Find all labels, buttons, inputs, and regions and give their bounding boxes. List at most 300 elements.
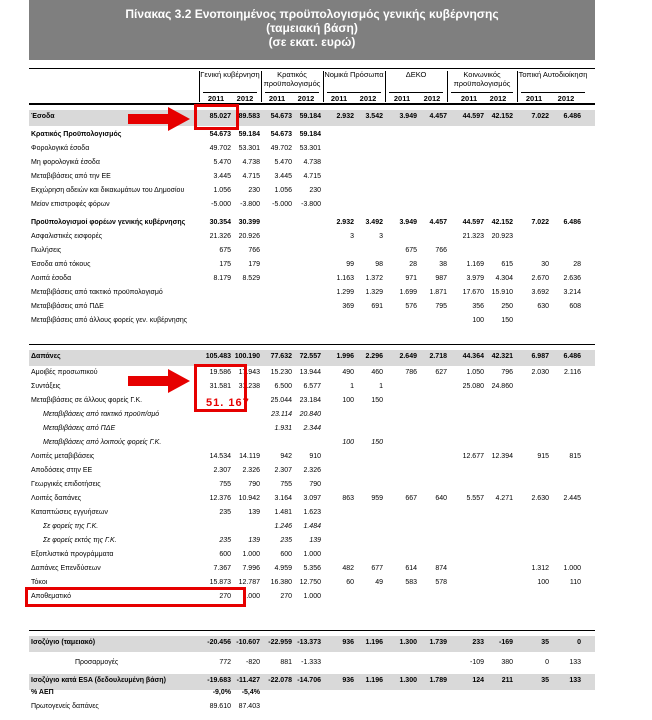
row-label: Γεωργικές επιδοτήσεις <box>31 481 101 488</box>
table-row <box>29 450 595 464</box>
table-cell: 4.715 <box>303 173 321 180</box>
table-cell: 3 <box>350 233 354 240</box>
table-cell: 7.022 <box>531 219 549 226</box>
table-cell: 627 <box>435 369 447 376</box>
row-label: Μείον επιστροφές φόρων <box>31 201 110 208</box>
table-cell: 150 <box>371 397 383 404</box>
table-cell: 30.399 <box>238 219 260 226</box>
row-label: Ασφαλιστικές εισφορές <box>31 233 103 240</box>
table-cell: 60 <box>346 579 354 586</box>
table-cell: 1.996 <box>336 353 354 360</box>
table-cell: 44.364 <box>462 353 484 360</box>
table-cell: 790 <box>248 481 260 488</box>
table-cell: 790 <box>309 481 321 488</box>
table-cell: 3.214 <box>563 289 581 296</box>
table-cell: 1.299 <box>336 289 354 296</box>
table-cell: 0 <box>577 639 581 646</box>
table-cell: 4.738 <box>242 159 260 166</box>
table-cell: 54.673 <box>270 131 292 138</box>
table-cell: 105.483 <box>205 353 231 360</box>
table-cell: 14.534 <box>209 453 231 460</box>
table-row <box>29 300 595 314</box>
table-cell: 815 <box>569 453 581 460</box>
table-cell: 175 <box>219 261 231 268</box>
table-cell: 38 <box>439 261 447 268</box>
row-label: Λοιπά έσοδα <box>31 275 72 282</box>
table-cell: 1.931 <box>274 425 292 432</box>
table-cell: 270 <box>219 593 231 600</box>
table-cell: 1.056 <box>213 187 231 194</box>
table-cell: 15.873 <box>209 579 231 586</box>
table-cell: 578 <box>435 579 447 586</box>
table-row <box>29 170 595 184</box>
row-label: Μεταβιβάσεις από ΠΔΕ <box>31 303 104 310</box>
table-cell: 3.097 <box>303 495 321 502</box>
table-cell: 1.246 <box>274 523 292 530</box>
table-cell: 460 <box>371 369 383 376</box>
section-divider <box>29 630 595 631</box>
row-label: Αμοιβές προσωπικού <box>31 369 98 376</box>
table-cell: 133 <box>569 659 581 666</box>
table-row <box>29 464 595 478</box>
table-cell: -14.706 <box>297 677 321 684</box>
table-cell: 100 <box>472 317 484 324</box>
table-cell: 124 <box>472 677 484 684</box>
table-cell: 5.557 <box>466 495 484 502</box>
table-cell: 755 <box>219 481 231 488</box>
table-cell: 4.457 <box>429 219 447 226</box>
table-cell: 2.307 <box>274 467 292 474</box>
year-header: 2011 <box>207 94 225 103</box>
table-cell: 1.000 <box>303 593 321 600</box>
table-cell: 910 <box>309 453 321 460</box>
table-cell: 211 <box>501 677 513 684</box>
table-cell: 19.586 <box>209 369 231 376</box>
table-row <box>29 244 595 258</box>
table-subtitle-basis: (ταμειακή βάση) <box>266 21 358 35</box>
column-separator <box>385 71 386 102</box>
row-label: Προϋπολογισμοί φορέων γενικής κυβέρνησης <box>31 219 186 226</box>
highlight-wages-pensions-2011 <box>194 364 247 412</box>
table-cell: 16.380 <box>270 579 292 586</box>
row-label: Σε φορείς εκτός της Γ.Κ. <box>43 537 117 544</box>
table-cell: 133 <box>569 677 581 684</box>
table-cell: 667 <box>405 495 417 502</box>
year-header: 2012 <box>423 94 441 103</box>
row-label: Τόκοι <box>31 579 48 586</box>
table-cell: 233 <box>472 639 484 646</box>
table-cell: -109 <box>469 659 484 666</box>
table-cell: 2.307 <box>213 467 231 474</box>
table-cell: 1.000 <box>242 593 260 600</box>
year-header: 2012 <box>557 94 575 103</box>
table-cell: -5.000 <box>211 201 231 208</box>
table-cell: 6.486 <box>563 353 581 360</box>
table-cell: -22.959 <box>268 639 292 646</box>
row-label: Μεταβιβάσεις από την ΕΕ <box>31 173 111 180</box>
table-cell: 100 <box>537 579 549 586</box>
table-cell: 230 <box>248 187 260 194</box>
table-cell: 12.376 <box>209 495 231 502</box>
table-row <box>29 520 595 534</box>
table-cell: 3.492 <box>365 219 383 226</box>
table-cell: 99 <box>346 261 354 268</box>
table-cell: 4.738 <box>303 159 321 166</box>
row-label: Ισοζύγιο (ταμειακό) <box>31 639 96 646</box>
table-cell: 959 <box>371 495 383 502</box>
table-cell: 25.080 <box>462 383 484 390</box>
row-label: Αποδόσεις στην ΕΕ <box>31 467 93 474</box>
table-cell: 4.304 <box>495 275 513 282</box>
table-cell: -1.333 <box>301 659 321 666</box>
table-cell: -20.456 <box>207 639 231 646</box>
table-cell: 1.196 <box>365 677 383 684</box>
table-cell: 3.542 <box>365 113 383 120</box>
handwritten-sum-annotation: 51. 167 <box>206 397 250 409</box>
table-cell: 85.027 <box>209 113 231 120</box>
year-header: 2011 <box>393 94 411 103</box>
table-cell: 0 <box>545 659 549 666</box>
table-cell: 1.056 <box>274 187 292 194</box>
table-cell: 3.445 <box>213 173 231 180</box>
table-cell: 24.860 <box>491 383 513 390</box>
column-separator <box>199 71 200 102</box>
table-cell: 2.718 <box>429 353 447 360</box>
header-underline <box>265 92 319 93</box>
table-row <box>29 534 595 548</box>
table-cell: 139 <box>248 537 260 544</box>
header-underline <box>521 92 585 93</box>
row-label: Μεταβιβάσεις από άλλους φορείς γεν. κυβέρνησης <box>31 317 188 324</box>
table-subtitle-units: (σε εκατ. ευρώ) <box>268 35 356 49</box>
table-cell: 1.312 <box>531 565 549 572</box>
table-cell: 1.000 <box>303 551 321 558</box>
table-cell: 615 <box>501 261 513 268</box>
table-cell: 2.630 <box>531 495 549 502</box>
table-row <box>29 656 595 670</box>
table-cell: 12.787 <box>238 579 260 586</box>
year-header: 2011 <box>268 94 286 103</box>
table-cell: 863 <box>342 495 354 502</box>
table-cell: 1 <box>350 383 354 390</box>
table-cell: -22.078 <box>268 677 292 684</box>
table-cell: 2.932 <box>336 219 354 226</box>
table-row <box>29 436 595 450</box>
year-header: 2012 <box>297 94 315 103</box>
table-cell: 4.959 <box>274 565 292 572</box>
table-cell: 89.583 <box>238 113 260 120</box>
column-group-header: ΔΕΚΟ <box>405 70 427 79</box>
table-cell: 1.789 <box>429 677 447 684</box>
table-cell: 766 <box>248 247 260 254</box>
table-cell: 87.403 <box>238 703 260 710</box>
table-cell: 755 <box>280 481 292 488</box>
year-header: 2012 <box>236 94 254 103</box>
table-cell: 3.692 <box>531 289 549 296</box>
table-cell: 98 <box>375 261 383 268</box>
table-cell: 23.184 <box>299 397 321 404</box>
table-cell: -169 <box>498 639 513 646</box>
table-cell: 15.910 <box>491 289 513 296</box>
table-cell: 44.597 <box>462 113 484 120</box>
highlight-interest-row <box>25 587 246 607</box>
table-row <box>29 286 595 300</box>
table-cell: 100 <box>342 397 354 404</box>
table-cell: 2.326 <box>242 467 260 474</box>
table-cell: 2.344 <box>303 425 321 432</box>
table-cell: 3.164 <box>274 495 292 502</box>
table-cell: 270 <box>280 593 292 600</box>
column-group-header: Κρατικός προϋπολογισμός <box>263 70 321 88</box>
table-cell: 7.996 <box>242 565 260 572</box>
table-cell: 230 <box>309 187 321 194</box>
table-row <box>29 422 595 436</box>
table-cell: 54.673 <box>209 131 231 138</box>
table-cell: 356 <box>472 303 484 310</box>
table-cell: 1.196 <box>365 639 383 646</box>
table-cell: 987 <box>435 275 447 282</box>
table-cell: 1.372 <box>365 275 383 282</box>
row-label: Σε φορείς της Γ.Κ. <box>43 523 99 530</box>
section-divider <box>29 104 595 105</box>
row-label: Λοιπές δαπάνες <box>31 495 82 502</box>
table-cell: 13.944 <box>299 369 321 376</box>
table-cell: 20.923 <box>491 233 513 240</box>
table-cell: 1.329 <box>365 289 383 296</box>
table-cell: 614 <box>405 565 417 572</box>
table-cell: 21.326 <box>209 233 231 240</box>
table-cell: 250 <box>501 303 513 310</box>
table-cell: 630 <box>537 303 549 310</box>
table-row <box>29 394 595 408</box>
table-cell: 6.500 <box>274 383 292 390</box>
table-cell: 30.354 <box>209 219 231 226</box>
row-label: Μεταβιβάσεις από τακτικό προϋπολογισμό <box>31 289 163 296</box>
table-cell: 20.840 <box>299 411 321 418</box>
table-cell: -3.800 <box>301 201 321 208</box>
table-cell: 640 <box>435 495 447 502</box>
table-cell: 14.119 <box>239 453 260 460</box>
table-cell: 583 <box>405 579 417 586</box>
row-label: Πωλήσεις <box>31 247 62 254</box>
table-cell: -9,0% <box>212 689 231 696</box>
section-divider <box>29 344 595 345</box>
row-label: Καταπτώσεις εγγυήσεων <box>31 509 108 516</box>
row-label: Έσοδα από τόκους <box>31 261 91 268</box>
table-cell: 5.470 <box>213 159 231 166</box>
table-cell: 1.623 <box>303 509 321 516</box>
table-cell: 786 <box>405 369 417 376</box>
row-label: Αποθεματικό <box>31 593 72 600</box>
table-cell: 54.673 <box>270 113 292 120</box>
table-cell: -820 <box>245 659 260 666</box>
column-separator <box>447 71 448 102</box>
table-cell: 59.184 <box>299 113 321 120</box>
table-row <box>29 366 595 380</box>
table-cell: 2.296 <box>365 353 383 360</box>
table-cell: 35 <box>541 639 549 646</box>
table-row <box>29 700 595 714</box>
table-cell: 600 <box>280 551 292 558</box>
table-cell: 4.457 <box>429 113 447 120</box>
table-cell: 2.326 <box>303 467 321 474</box>
table-row <box>29 314 595 328</box>
table-cell: 1.000 <box>242 551 260 558</box>
table-row <box>29 562 595 576</box>
arrow-wages-icon <box>128 369 190 393</box>
table-cell: 21.323 <box>462 233 484 240</box>
row-label: Πρωτογενείς δαπάνες <box>31 703 99 710</box>
row-label: Έσοδα <box>31 113 55 120</box>
table-cell: 1.300 <box>399 677 417 684</box>
table-cell: 915 <box>537 453 549 460</box>
table-row <box>29 128 595 142</box>
table-cell: 12.394 <box>491 453 513 460</box>
year-header: 2012 <box>359 94 377 103</box>
table-cell: 235 <box>280 537 292 544</box>
header-underline <box>327 92 381 93</box>
table-cell: 1.163 <box>336 275 354 282</box>
year-header: 2011 <box>330 94 348 103</box>
table-cell: 4.271 <box>495 495 513 502</box>
table-cell: 235 <box>219 537 231 544</box>
table-row <box>29 548 595 562</box>
table-cell: 53.301 <box>238 145 260 152</box>
table-cell: 1.699 <box>399 289 417 296</box>
table-cell: 49.702 <box>270 145 292 152</box>
table-cell: 139 <box>309 537 321 544</box>
year-header: 2012 <box>489 94 507 103</box>
row-label: Μεταβιβάσεις σε άλλους φορείς Γ.Κ. <box>31 397 143 404</box>
document-page <box>29 0 595 720</box>
row-label: % ΑΕΠ <box>31 689 54 696</box>
table-cell: 17.670 <box>462 289 484 296</box>
table-cell: 150 <box>371 439 383 446</box>
table-row <box>29 184 595 198</box>
table-cell: 881 <box>280 659 292 666</box>
table-cell: 2.932 <box>336 113 354 120</box>
table-row <box>29 380 595 394</box>
table-cell: 936 <box>342 639 354 646</box>
table-cell: 10.942 <box>238 495 260 502</box>
row-label: Εξοπλιστικά προγράμματα <box>31 551 114 558</box>
table-cell: -3.800 <box>240 201 260 208</box>
table-cell: 490 <box>342 369 354 376</box>
table-cell: 25.044 <box>270 397 292 404</box>
table-cell: 1.481 <box>274 509 292 516</box>
table-cell: 100.190 <box>234 353 260 360</box>
table-cell: 576 <box>405 303 417 310</box>
table-cell: 795 <box>435 303 447 310</box>
table-cell: 8.179 <box>213 275 231 282</box>
table-row <box>29 258 595 272</box>
table-title: Πίνακας 3.2 Ενοποιημένος προϋπολογισμός γενικής κυβέρνησης <box>125 7 499 21</box>
year-header: 2011 <box>525 94 543 103</box>
table-row <box>29 350 595 366</box>
table-cell: 772 <box>219 659 231 666</box>
table-cell: 608 <box>569 303 581 310</box>
table-cell: 1.484 <box>303 523 321 530</box>
table-cell: 2.649 <box>399 353 417 360</box>
table-row <box>29 110 595 126</box>
table-cell: 942 <box>280 453 292 460</box>
year-header: 2011 <box>460 94 478 103</box>
column-separator <box>517 71 518 102</box>
table-cell: 3.949 <box>399 219 417 226</box>
row-label: Δαπάνες <box>31 353 61 360</box>
table-cell: 8.529 <box>242 275 260 282</box>
table-cell: 675 <box>219 247 231 254</box>
table-cell: -11.427 <box>236 677 260 684</box>
table-cell: 35 <box>541 677 549 684</box>
table-cell: -5.000 <box>272 201 292 208</box>
table-cell: 2.670 <box>531 275 549 282</box>
table-cell: 1.169 <box>466 261 484 268</box>
table-cell: 1.050 <box>466 369 484 376</box>
row-label: Μεταβιβάσεις από τακτικό προϋπ/σμό <box>43 411 160 418</box>
table-cell: 6.987 <box>531 353 549 360</box>
table-cell: 3.949 <box>399 113 417 120</box>
header-underline <box>451 92 513 93</box>
table-cell: -19.683 <box>207 677 231 684</box>
table-cell: 874 <box>435 565 447 572</box>
table-row <box>29 198 595 212</box>
table-cell: 2.445 <box>563 495 581 502</box>
table-row <box>29 408 595 422</box>
row-label: Προσαρμογές <box>75 659 119 666</box>
table-cell: 150 <box>501 317 513 324</box>
column-group-header: Κοινωνικός προϋπολογισμός <box>453 70 511 88</box>
table-row <box>29 492 595 506</box>
column-group-header: Νομικά Πρόσωπα <box>324 70 384 79</box>
table-title-bar <box>29 0 595 60</box>
table-cell: 44.597 <box>462 219 484 226</box>
table-cell: 30 <box>541 261 549 268</box>
table-cell: 139 <box>248 509 260 516</box>
table-cell: 100 <box>342 439 354 446</box>
table-cell: 5.356 <box>303 565 321 572</box>
table-cell: -10.607 <box>236 639 260 646</box>
table-cell: 1.871 <box>429 289 447 296</box>
table-cell: 369 <box>342 303 354 310</box>
table-row <box>29 156 595 170</box>
table-cell: 89.610 <box>209 703 231 710</box>
table-cell: 42.152 <box>491 113 513 120</box>
row-label: Λοιπές μεταβιβάσεις <box>31 453 95 460</box>
table-cell: 1.739 <box>429 639 447 646</box>
table-cell: 59.184 <box>238 131 260 138</box>
table-row <box>29 230 595 244</box>
table-cell: 5.470 <box>274 159 292 166</box>
row-label: Δαπάνες Επενδύσεων <box>31 565 101 572</box>
table-row <box>29 636 595 652</box>
table-cell: 23.114 <box>271 411 292 418</box>
table-cell: 936 <box>342 677 354 684</box>
table-cell: 49.702 <box>209 145 231 152</box>
table-cell: 15.230 <box>270 369 292 376</box>
table-cell: 1 <box>379 383 383 390</box>
table-cell: 6.486 <box>563 219 581 226</box>
table-cell: 380 <box>501 659 513 666</box>
table-cell: 49 <box>375 579 383 586</box>
table-cell: 3.445 <box>274 173 292 180</box>
row-label: Μεταβιβάσεις από λοιπούς φορείς Γ.Κ. <box>43 439 162 446</box>
table-cell: 72.557 <box>299 353 321 360</box>
table-cell: 677 <box>371 565 383 572</box>
table-cell: 971 <box>405 275 417 282</box>
table-cell: 6.577 <box>303 383 321 390</box>
table-cell: 6.486 <box>563 113 581 120</box>
